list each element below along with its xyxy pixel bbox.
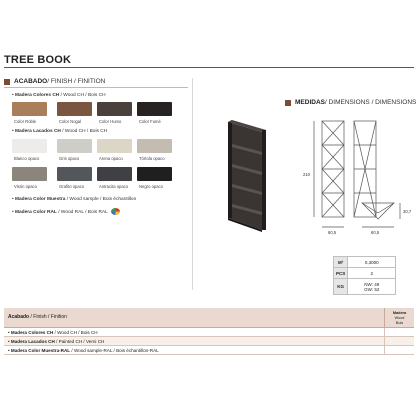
width-side-dimension: 60,5 — [371, 230, 380, 235]
group-sample-bold: Madera Color Muestra — [15, 197, 66, 202]
group-label-wood: • Madera Colores CH / Wood CH / Bois CH — [12, 93, 106, 98]
finish-swatch — [57, 167, 92, 181]
finish-table-header — [4, 308, 414, 328]
finish-swatch — [12, 139, 47, 153]
finish-swatch-label: Tórtola opaco — [139, 156, 165, 161]
table-row: • Madera Colores CH / Wood CH / Bois CH — [4, 328, 414, 337]
finish-swatch-label: Color Humo — [99, 119, 122, 124]
group-ral-rest: / Wood RAL / Bois RAL — [56, 209, 108, 215]
title-rule — [4, 67, 414, 68]
spec-key: PCS — [334, 268, 348, 279]
group-wood-bold: Madera Colores CH — [15, 93, 60, 98]
spec-row-pieces — [334, 268, 396, 279]
column-head-line3: Bois — [395, 321, 404, 325]
column-divider — [192, 78, 193, 290]
group-ral-bold: Madera Color RAL — [15, 209, 57, 215]
product-image — [222, 118, 272, 234]
row-bold: Madera Colores CH — [10, 330, 54, 335]
page-title: TREE BOOK — [4, 54, 72, 66]
group-sample-rest: / Wood sample / Bois échantillon — [65, 197, 137, 202]
dimension-drawing — [300, 115, 415, 245]
finish-swatch-label: Color Roble — [14, 119, 37, 124]
row-bold: Madera Lacados CH — [10, 339, 55, 344]
finish-swatch-label: Negro opaco — [139, 184, 163, 189]
finish-swatch — [137, 139, 172, 153]
finish-swatch — [57, 139, 92, 153]
group-lacquered-bold: Madera Lacados CH — [15, 129, 61, 134]
spec-value: 2 — [348, 268, 396, 279]
spec-key: KG — [334, 279, 348, 295]
finish-swatch-label: Grafito opaco — [59, 184, 85, 189]
finish-price-table — [4, 308, 414, 355]
spec-gross-weight: GW: 52 — [364, 286, 380, 292]
depth-dimension: 30,7 — [403, 209, 412, 214]
finish-swatch — [97, 167, 132, 181]
group-wood-rest: / Wood CH / Bois CH — [59, 93, 106, 98]
spec-row-volume — [334, 257, 396, 268]
finish-heading-bold: ACABADO — [14, 78, 48, 85]
finish-swatch-label: Color Nogal — [59, 119, 82, 124]
finish-swatch — [97, 139, 132, 153]
group-label-ral: • Madera Color RAL / Wood RAL / Bois RAL — [12, 208, 120, 215]
spec-key: M³ — [334, 257, 348, 268]
finish-swatch-label: Visón opaco — [14, 184, 37, 189]
finish-swatch — [57, 102, 92, 116]
section-square-icon — [4, 79, 10, 85]
section-square-icon — [285, 100, 291, 106]
table-cell — [384, 337, 414, 346]
finish-header-rest: / Finish / Finition — [29, 314, 67, 320]
specs-table — [333, 256, 396, 295]
dims-section-header — [285, 99, 416, 106]
row-rest: / Wood CH / Bois CH — [53, 330, 98, 335]
finish-swatch-label: Arena opaco — [99, 156, 123, 161]
group-label-lacquered: • Madera Lacados CH / Wood CH / Bois CH — [12, 129, 108, 134]
finish-swatch-label: Gris opaco — [59, 156, 80, 161]
finish-swatch — [137, 167, 172, 181]
finish-heading-rest: / FINISH / FINITION — [47, 78, 106, 85]
table-cell — [384, 328, 414, 337]
group-lacquered-rest: / Wood CH / Bois CH — [60, 129, 108, 134]
finish-swatch — [12, 167, 47, 181]
finish-section-rule — [4, 87, 188, 88]
finish-swatch-label: Blanco opaco — [14, 156, 40, 161]
spec-value — [348, 279, 396, 295]
dims-heading-rest: / DIMENSIONS / DIMENSIONS — [324, 99, 417, 106]
table-cell — [384, 346, 414, 355]
finish-table-header-label — [8, 314, 67, 320]
spec-value: 0,3000 — [348, 257, 396, 268]
group-label-sample: • Madera Color Muestra / Wood sample / Bois échantillon — [12, 197, 137, 202]
table-row: • Madera Color Muestra-RAL / Wood sample-RAL / Bois échantillon-RAL — [4, 346, 414, 355]
finish-swatch — [97, 102, 132, 116]
column-head-line2: Wood — [394, 316, 405, 320]
finish-section-header — [4, 78, 105, 85]
table-row: • Madera Lacados CH / Painted CH / Verni CH — [4, 337, 414, 346]
finish-table-column-head — [384, 308, 414, 328]
finish-header-bold: Acabado — [8, 314, 30, 320]
finish-swatch — [12, 102, 47, 116]
finish-swatch-label: Antracita opaco — [99, 184, 129, 189]
row-rest: / Painted CH / Verni CH — [54, 339, 105, 344]
spec-row-weight — [334, 279, 396, 295]
ral-palette-icon — [111, 208, 120, 215]
row-rest: / Wood sample-RAL / Bois échantillon-RAL — [70, 348, 159, 353]
row-bold: Madera Color Muestra-RAL — [10, 348, 71, 353]
finish-swatch-label: Color Fumé — [139, 119, 161, 124]
column-head-line1: Madera — [392, 311, 407, 315]
height-dimension: 210 — [303, 172, 310, 177]
width-front-dimension: 60,5 — [328, 230, 337, 235]
dims-heading-bold: MEDIDAS — [295, 99, 325, 106]
finish-swatch — [137, 102, 172, 116]
spec-net-weight: NW: 49 — [364, 281, 380, 287]
